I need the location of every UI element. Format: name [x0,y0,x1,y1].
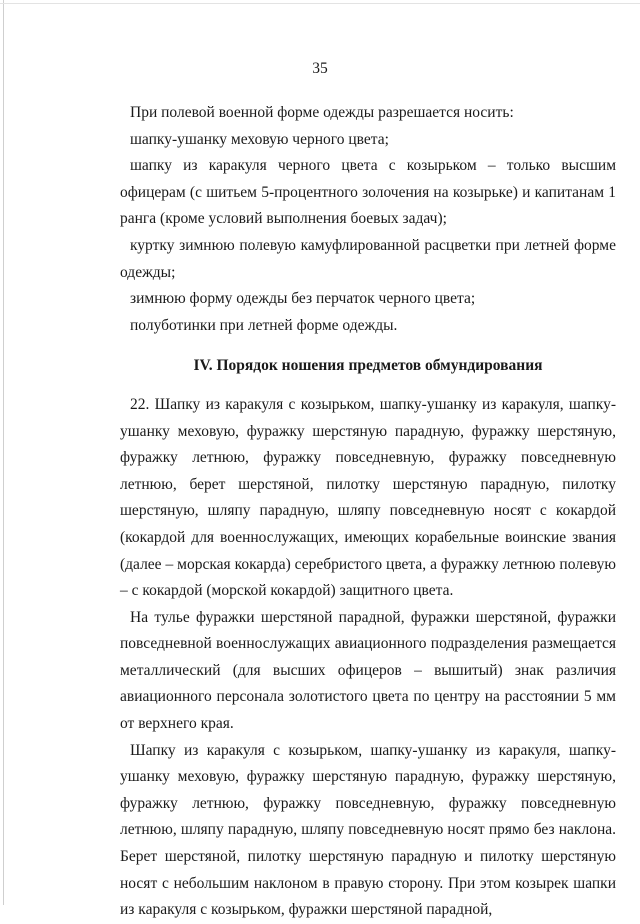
scan-top-edge-line [0,3,640,4]
paragraph-list-item: куртку зимнюю полевую камуфлированной расцветки при летней форме одежды; [120,236,616,281]
section-heading: IV. Порядок ношения предметов обмундирования [193,357,543,375]
paragraph-list-item: шапку из каракуля черного цвета с козырьком – только высшим офицерам (с шитьем 5-процентного золочения на козырьке) и капитанам 1 ранга (кроме условий выполнения боевых задач); [120,157,616,228]
paragraph-list-item: полуботинки при летней форме одежды. [130,316,398,334]
paragraph-list-item: зимнюю форму одежды без перчаток черного цвета; [130,290,476,308]
scan-left-edge-line [3,0,4,905]
document-body [120,100,616,924]
paragraph-list-item: шапку-ушанку меховую черного цвета; [130,130,389,148]
paragraph-aviation-badge: На тулье фуражки шерстяной парадной, фуражки шерстяной, фуражки повседневной военнослужащих авиационного подразделения размещается металлический (для высших офицеров – вышитый) знак различия авиационного персонала золотистого цвета по центру на расстоянии 5 мм от верхнего края. [120,608,616,733]
paragraph-22: 22. Шапку из каракуля с козырьком, шапку-ушанку из каракуля, шапку-ушанку меховую, фуражку шерстяную парадную, фуражку шерстяную, фуражку летнюю, фуражку повседневную, фуражку повседневную летнюю, берет шерстяной, пилотку шерстяную парадную, пилотку шерстяную, шляпу парадную, шляпу повседневную носят с кокардой (кокардой для военнослужащих, имеющих корабельные воинские звания (далее – морская кокарда) серебристого цвета, а фуражку летнюю полевую – с кокардой (морской кокардой) защитного цвета. [120,395,616,600]
paragraph-intro: При полевой военной форме одежды разрешается носить: [130,104,514,121]
paragraph-wearing-rules: Шапку из каракуля с козырьком, шапку-ушанку из каракуля, шапку-ушанку меховую, фуражку шерстяную парадную, фуражку шерстяную, фуражку летнюю, фуражку повседневную, фуражку повседневную летнюю, шляпу парадную, шляпу повседневную носят прямо без наклона. Берет шерстяной, пилотку шерстяную парадную и пилотку шерстяную носят с небольшим наклоном в правую сторону. При этом козырек шапки из каракуля с козырьком, фуражки шерстяной парадной, [120,741,616,919]
page-number: 35 [312,60,328,77]
